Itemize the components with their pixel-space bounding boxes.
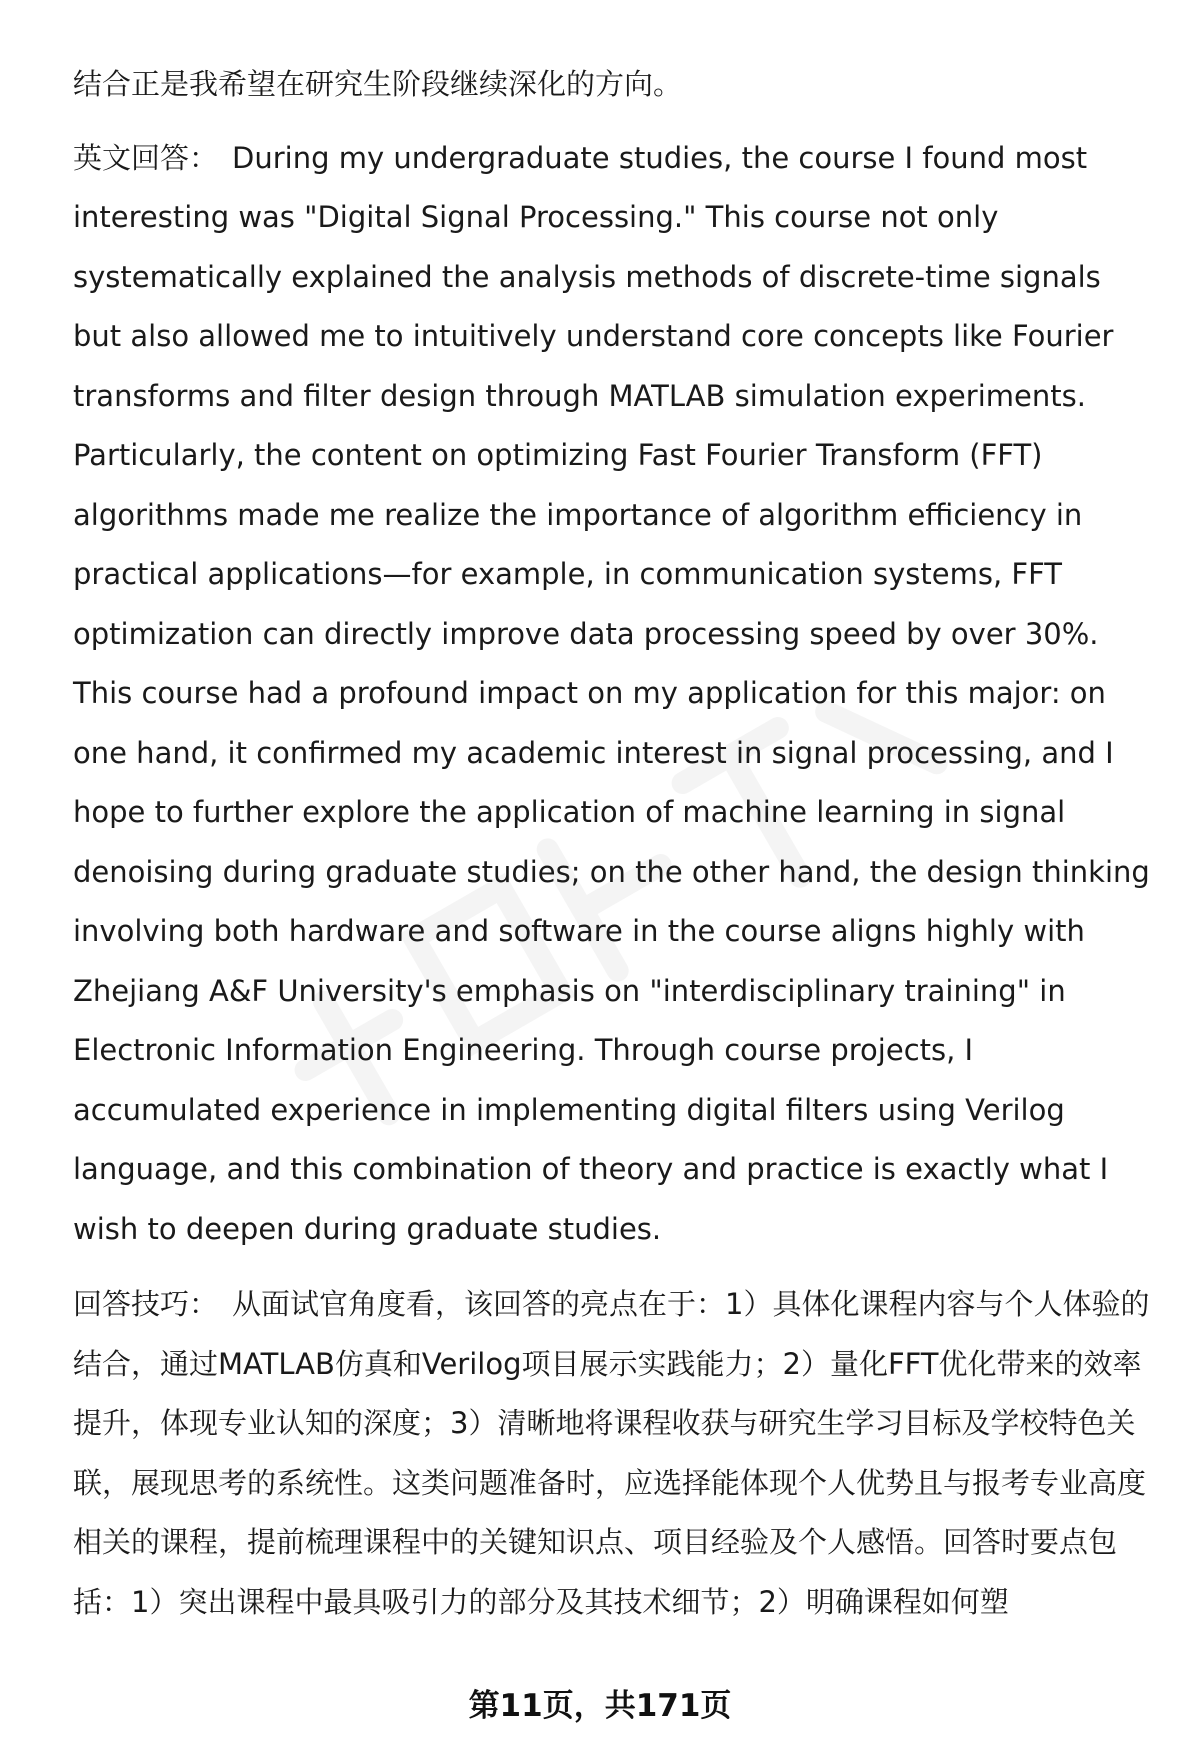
intro-paragraph: 结合正是我希望在研究生阶段继续深化的方向。 <box>73 67 683 101</box>
english-answer-paragraph <box>73 129 1153 1260</box>
english-answer-label: 英文回答： <box>73 140 219 175</box>
answer-tips-label: 回答技巧： <box>73 1287 219 1321</box>
english-answer-text: During my undergraduate studies, the course I found most interesting was "Digital Signal Processing." This course not only systematically explained the analysis methods of discrete-time signals but also allowed me to intuitively understand core concepts like Fourier transforms and filter design through MATLAB simulation experiments. Particularly, the content on optimizing Fast Fourier Transform (FFT) algorithms made me realize the importance of algorithm efficiency in practical applications—for example, in communication systems, FFT optimization can directly improve data processing speed by over 30%. This course had a profound impact on my application for this major: on one hand, it confirmed my academic interest in signal processing, and I hope to further explore the application of machine learning in signal denoising during graduate studies; on the other hand, the design thinking involving both hardware and software in the course aligns highly with Zhejiang A&F University's emphasis on "interdisciplinary training" in Electronic Information Engineering. Through course projects, I accumulated experience in implementing digital filters using Verilog language, and this combination of theory and practice is exactly what I wish to deepen during graduate studies. <box>73 140 1150 1246</box>
answer-tips-text: 从面试官角度看，该回答的亮点在于：1）具体化课程内容与个人体验的结合，通过MATLAB仿真和Verilog项目展示实践能力；2）量化FFT优化带来的效率提升，体现专业认知的深度；3）清晰地将课程收获与研究生学习目标及学校特色关联，展现思考的系统性。这类问题准备时，应选择能体现个人优势且与报考专业高度相关的课程，提前梳理课程中的关键知识点、项目经验及个人感悟。回答时要点包括：1）突出课程中最具吸引力的部分及其技术细节；2）明确课程如何塑 <box>73 1287 1150 1619</box>
page-number-footer: 第11页，共171页 <box>468 1688 732 1724</box>
answer-tips-paragraph <box>73 1275 1153 1632</box>
document-body <box>73 55 1153 1632</box>
